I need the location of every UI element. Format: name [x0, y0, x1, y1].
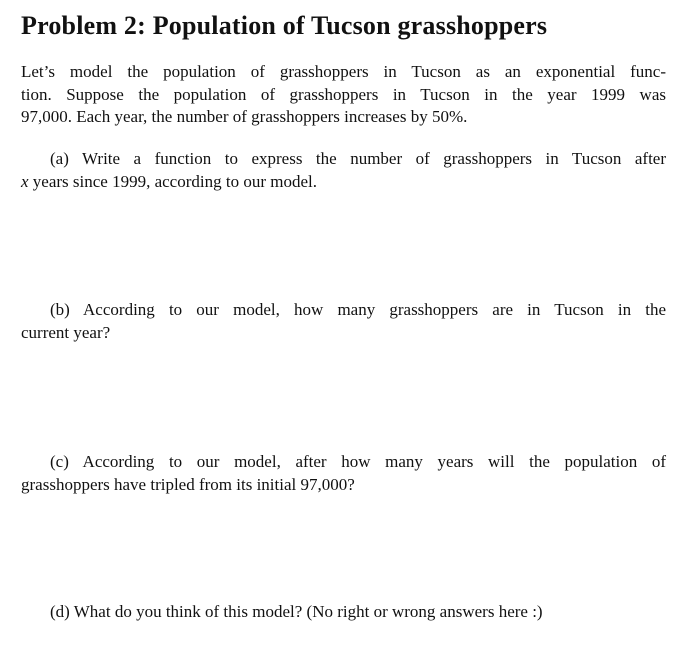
- question-c: [21, 451, 666, 496]
- question-d: [21, 601, 666, 624]
- intro-line-3: 97,000. Each year, the number of grasshoppers increases by 50%.: [21, 107, 468, 126]
- question-c-line-2: grasshoppers have tripled from its initial 97,000?: [21, 474, 355, 494]
- question-a-line-1: (a) Write a function to express the number of grasshoppers in Tucson after: [50, 149, 666, 168]
- question-b-line-1: (b) According to our model, how many grasshoppers are in Tucson in the: [50, 300, 666, 319]
- problem-title: Problem 2: Population of Tucson grasshoppers: [21, 11, 548, 40]
- question-b: [21, 299, 666, 344]
- question-a: [21, 148, 666, 193]
- intro-line-1: Let’s model the population of grasshoppers in Tucson as an exponential func-: [21, 62, 666, 81]
- variable-x: x: [21, 171, 29, 191]
- question-a-line-2: [21, 171, 666, 194]
- question-c-line-1: (c) According to our model, after how many years will the population of: [50, 452, 666, 471]
- question-b-line-2: current year?: [21, 322, 111, 342]
- intro-line-2: tion. Suppose the population of grasshoppers in Tucson in the year 1999 was: [21, 84, 666, 104]
- question-a-line-2-text: years since 1999, according to our model.: [28, 171, 317, 191]
- problem-intro: [21, 61, 666, 129]
- question-d-line-1: (d) What do you think of this model? (No right or wrong answers here :): [50, 602, 543, 621]
